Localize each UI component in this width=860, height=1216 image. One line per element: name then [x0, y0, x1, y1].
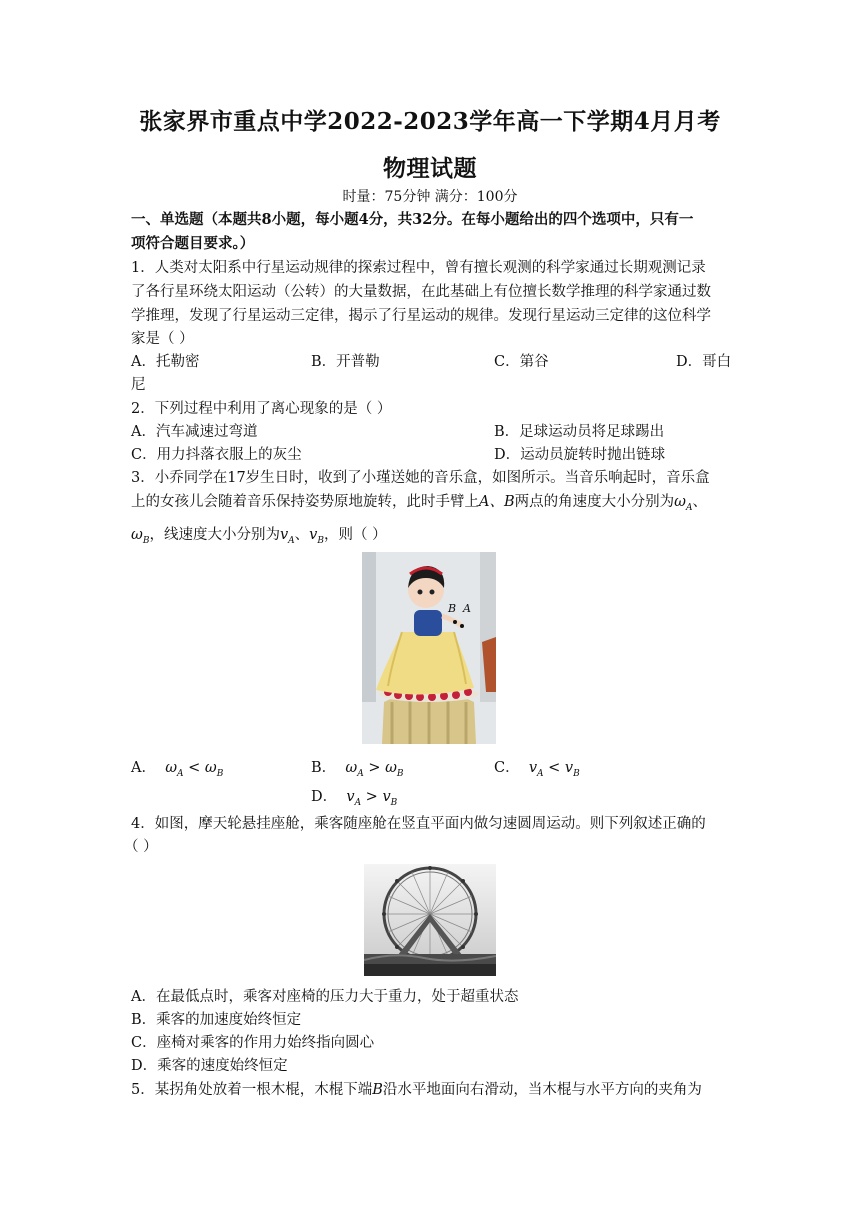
- q1-option-c: C．第谷: [494, 354, 549, 370]
- q2-option-a: A．汽车减速过弯道: [131, 424, 258, 440]
- q2-option-c: C．用力抖落衣服上的灰尘: [131, 447, 302, 463]
- q3-option-c: C． $v_A < v_B$: [494, 760, 580, 779]
- q1-option-d-wrap: 尼: [131, 377, 146, 393]
- q3-option-b: B． $\omega_A > \omega_B$: [311, 760, 404, 779]
- q3-stem-line-3: $\omega_B$，线速度大小分别为$v_A$、$v_B$，则（ ）: [131, 527, 387, 546]
- page-subtitle: 物理试题: [383, 155, 477, 182]
- q1-stem-line-4: 家是（ ）: [131, 331, 194, 347]
- q1-stem-line-2: 了各行星环绕太阳运动（公转）的大量数据，在此基础上有位擅长数学推理的科学家通过数: [131, 284, 711, 300]
- q2-stem: 2．下列过程中利用了离心现象的是（ ）: [131, 401, 392, 417]
- q2-option-b: B．足球运动员将足球踢出: [494, 424, 665, 440]
- ferris-wheel-figure: [364, 864, 496, 976]
- q3-stem-line-2: 上的女孩儿会随着音乐保持姿势原地旋转，此时手臂上A、B两点的角速度大小分别为$\omega_A$、: [131, 494, 707, 513]
- q4-stem-line-1: 4．如图，摩天轮悬挂座舱，乘客随座舱在竖直平面内做匀速圆周运动。则下列叙述正确的: [131, 816, 706, 832]
- q1-stem-line-1: 1．人类对太阳系中行星运动规律的探索过程中，曾有擅长观测的科学家通过长期观测记录: [131, 260, 706, 276]
- fig-label-b: B: [448, 602, 457, 615]
- q3-stem-line-1: 3．小乔同学在17岁生日时，收到了小瑾送她的音乐盒，如图所示。当音乐响起时，音乐盒: [131, 470, 710, 486]
- q4-option-b: B．乘客的加速度始终恒定: [131, 1012, 302, 1028]
- exam-meta: 时量：75分钟 满分：100分: [342, 189, 518, 205]
- q3-option-d: D． $v_A > v_B$: [311, 789, 398, 808]
- page-title: 张家界市重点中学2022-2023学年高一下学期4月月考: [139, 108, 721, 135]
- section-heading-line-1: 一、单选题（本题共8小题，每小题4分，共32分。在每小题给出的四个选项中，只有一: [131, 211, 694, 228]
- q4-stem-line-2: （ ）: [124, 839, 158, 855]
- q3-option-a: A． $\omega_A < \omega_B$: [131, 760, 224, 779]
- q1-option-a: A．托勒密: [131, 354, 200, 370]
- q4-option-d: D．乘客的速度始终恒定: [131, 1058, 288, 1074]
- q4-option-a: A．在最低点时，乘客对座椅的压力大于重力，处于超重状态: [131, 989, 519, 1005]
- fig-label-a: A: [463, 602, 471, 615]
- q4-option-c: C．座椅对乘客的作用力始终指向圆心: [131, 1035, 375, 1051]
- q1-option-b: B．开普勒: [311, 354, 380, 370]
- q1-stem-line-3: 学推理，发现了行星运动三定律，揭示了行星运动的规律。发现行星运动三定律的这位科学: [131, 308, 711, 324]
- q2-option-d: D．运动员旋转时抛出链球: [494, 447, 666, 463]
- q5-stem: 5．某拐角处放着一根木棍，木棍下端B沿水平地面向右滑动，当木棍与水平方向的夹角为: [131, 1082, 702, 1098]
- section-heading-line-2: 项符合题目要求。）: [131, 235, 255, 252]
- music-box-figure: [362, 552, 496, 744]
- q1-option-d: D．哥白: [676, 354, 732, 370]
